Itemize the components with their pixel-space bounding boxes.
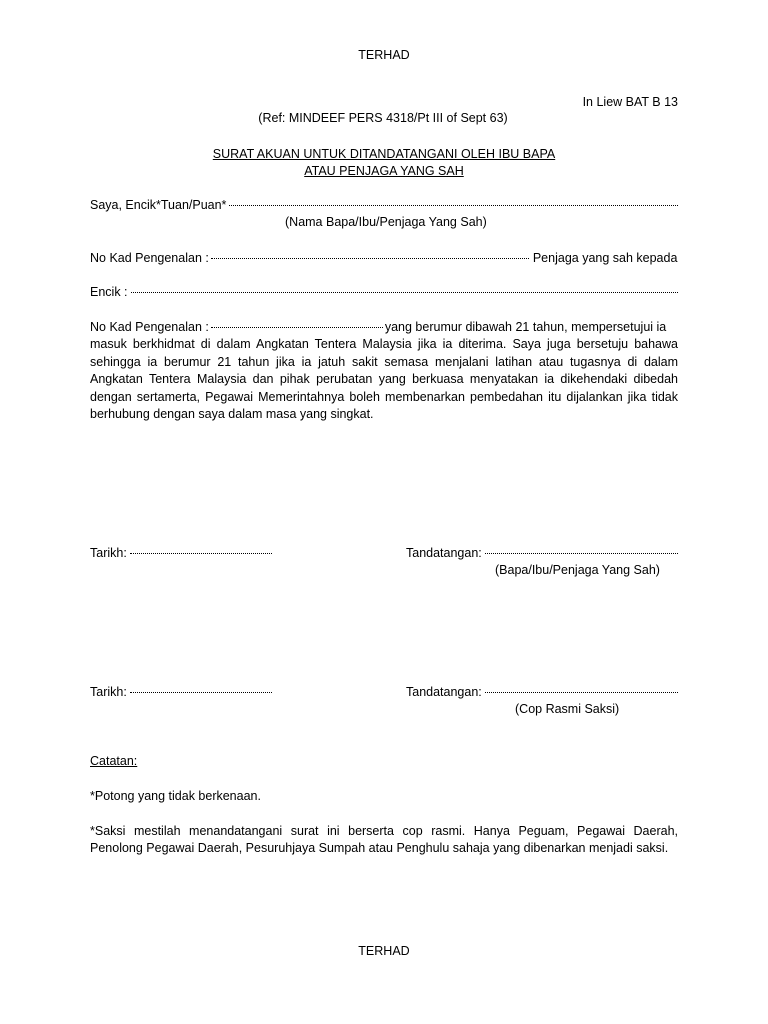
parent-signature-label: Tandatangan: <box>406 546 482 560</box>
witness-stamp-caption: (Cop Rasmi Saksi) <box>515 702 620 716</box>
paragraph-first-line <box>90 319 678 336</box>
paragraph-line-0: yang berumur dibawah 21 tahun, mempersetujui ia <box>384 320 667 334</box>
name-field-input[interactable] <box>229 204 678 206</box>
witness-signature-row <box>406 685 678 699</box>
footer-classification: TERHAD <box>358 944 410 958</box>
witness-date-label: Tarikh: <box>90 685 127 699</box>
name-field-label: Saya, Encik*Tuan/Puan* <box>90 198 227 212</box>
ic-field-input-2[interactable] <box>211 326 383 328</box>
parent-date-row <box>90 546 272 560</box>
note-strike-out: *Potong yang tidak berkenaan. <box>90 789 261 803</box>
witness-date-row <box>90 685 272 699</box>
ic-field-label-1: No Kad Pengenalan : <box>90 251 209 265</box>
paragraph-line-4: dengan sertamerta, Pegawai Memerintahnya boleh membenarkan pembedahan itu dijalankan jika tidak <box>90 389 678 404</box>
parent-signature-row <box>406 546 678 560</box>
name-field-row <box>90 198 678 212</box>
witness-signature-label: Tandatangan: <box>406 685 482 699</box>
parent-signature-caption: (Bapa/Ibu/Penjaga Yang Sah) <box>495 563 660 577</box>
document-title-line1: SURAT AKUAN UNTUK DITANDATANGANI OLEH IBU BAPA <box>212 147 556 161</box>
guardian-of-text: Penjaga yang sah kepada <box>532 251 678 265</box>
child-name-label: Encik : <box>90 285 128 299</box>
parent-signature-input[interactable] <box>485 552 678 554</box>
paragraph-line-1: masuk berkhidmat di dalam Angkatan Tentera Malaysia jika ia diterima. Saya juga bersetuju bahawa <box>90 337 678 352</box>
child-name-input[interactable] <box>131 291 678 293</box>
note-witness-line2: Penolong Pegawai Daerah, Pesuruhjaya Sumpah atau Penghulu sahaja yang dibenarkan menjadi saksi. <box>90 841 669 855</box>
reference-line <box>0 111 768 125</box>
header-classification: TERHAD <box>358 48 410 62</box>
reference-text: (Ref: MINDEEF PERS 4318/Pt III of Sept 63) <box>258 111 508 125</box>
notes-heading: Catatan: <box>90 754 138 768</box>
ic-field-input-1[interactable] <box>211 257 529 259</box>
document-title-line2: ATAU PENJAGA YANG SAH <box>304 164 464 178</box>
ic-field-label-2: No Kad Pengenalan : <box>90 320 209 334</box>
parent-date-label: Tarikh: <box>90 546 127 560</box>
form-reference: In Liew BAT B 13 <box>582 95 678 109</box>
name-field-caption: (Nama Bapa/Ibu/Penjaga Yang Sah) <box>285 215 487 229</box>
paragraph-line-3: Angkatan Tentera Malaysia dan pihak perubatan yang berkuasa menyatakan ia dikehendaki dibedah <box>90 372 678 387</box>
child-name-row <box>90 285 678 299</box>
witness-signature-input[interactable] <box>485 691 678 693</box>
consent-paragraph <box>90 319 678 423</box>
ic-field-row-1 <box>90 251 680 265</box>
paragraph-line-2: sehingga ia berumur 21 tahun jika ia jatuh sakit semasa menjalani latihan atau tugasnya di dalam <box>90 354 678 369</box>
parent-date-input[interactable] <box>130 552 272 554</box>
witness-date-input[interactable] <box>130 691 272 693</box>
paragraph-line-5: berhubung dengan saya dalam masa yang singkat. <box>90 407 374 422</box>
note-witness-line1: *Saksi mestilah menandatangani surat ini berserta cop rasmi. Hanya Peguam, Pegawai Daerah, <box>90 824 678 838</box>
